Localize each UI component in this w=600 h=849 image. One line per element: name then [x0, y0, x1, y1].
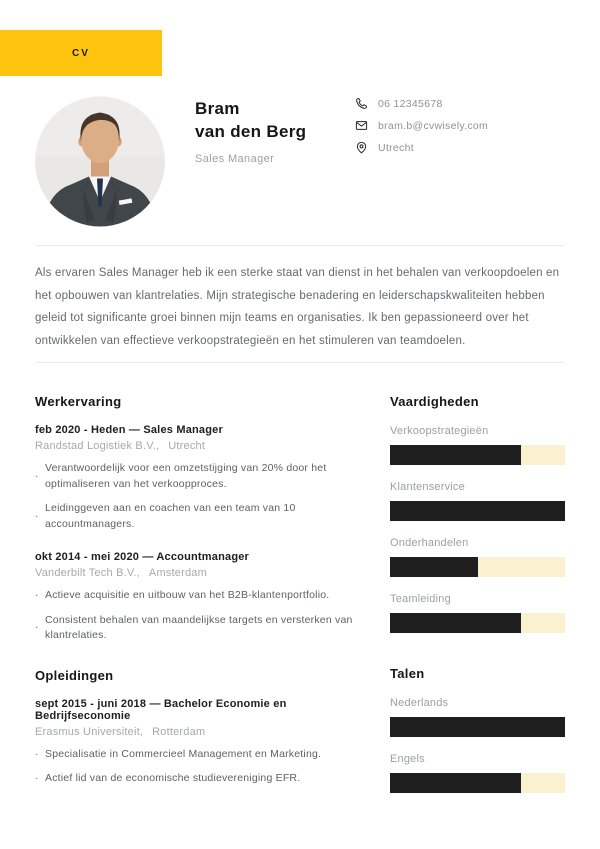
experience-entry	[35, 551, 362, 644]
language-meter	[390, 753, 565, 793]
cv-ribbon-badge	[0, 30, 162, 76]
first-name: Bram	[195, 99, 240, 118]
language-meter	[390, 697, 565, 737]
divider-bottom	[35, 362, 565, 363]
profile-photo-illustration	[35, 95, 165, 228]
location-value: Utrecht	[378, 141, 414, 154]
bullet-text: Leidinggeven aan en coachen van een team van 10 accountmanagers.	[45, 502, 296, 530]
main-content	[0, 245, 600, 793]
experience-location: Utrecht	[168, 440, 206, 452]
education-subtitle	[35, 726, 362, 738]
skill-bar-fill	[390, 613, 521, 633]
experience-heading: Werkervaring	[35, 394, 122, 409]
header	[35, 95, 565, 230]
two-column-layout	[35, 394, 565, 793]
experience-subtitle	[35, 440, 362, 452]
bullet-text: Actieve acquisitie en uitbouw van het B2B-klantenportfolio.	[45, 589, 330, 601]
profile-photo	[35, 95, 165, 228]
skill-label: Verkoopstrategieën	[390, 425, 489, 437]
location-pin-icon	[355, 141, 368, 154]
language-label: Nederlands	[390, 697, 449, 709]
skill-bar-track	[390, 613, 565, 633]
bullet-dot: ·	[35, 589, 39, 601]
contact-phone	[355, 97, 488, 110]
language-bar-fill	[390, 773, 521, 793]
bullet-text: Actief lid van de economische studievereniging EFR.	[45, 772, 301, 784]
contact-list	[355, 97, 488, 163]
education-organization: Erasmus Universiteit,	[35, 725, 144, 738]
skill-bar-fill	[390, 501, 565, 521]
last-name: van den Berg	[195, 122, 307, 141]
skill-meter	[390, 593, 565, 633]
skill-bar-track	[390, 445, 565, 465]
phone-value: 06 12345678	[378, 97, 443, 110]
education-title: sept 2015 - juni 2018 — Bachelor Economie en Bedrijfseconomie	[35, 697, 287, 722]
languages-heading: Talen	[390, 666, 425, 681]
bullet-item	[35, 461, 362, 492]
bullet-dot: ·	[35, 509, 39, 522]
skill-label: Onderhandelen	[390, 537, 469, 549]
bullet-item	[35, 747, 362, 763]
experience-organization: Vanderbilt Tech B.V.,	[35, 567, 140, 579]
bullet-dot: ·	[35, 747, 39, 760]
skill-meter	[390, 481, 565, 521]
contact-location	[355, 141, 488, 154]
divider-top	[35, 245, 565, 246]
bullet-dot: ·	[35, 621, 39, 634]
experience-subtitle	[35, 567, 362, 579]
skill-bar-track	[390, 501, 565, 521]
left-column	[35, 394, 390, 793]
education-entry	[35, 698, 362, 787]
education-heading: Opleidingen	[35, 667, 114, 683]
bullet-text: Verantwoordelijk voor een omzetstijging van 20% door het optimaliseren van het verkoopproces.	[45, 462, 327, 490]
bullet-dot: ·	[35, 772, 39, 784]
email-value: bram.b@cvwisely.com	[378, 119, 489, 132]
bullet-text: Consistent behalen van maandelijkse targets en versterken van klantrelaties.	[45, 613, 353, 641]
contact-email	[355, 119, 488, 132]
education-bullets	[35, 747, 362, 787]
experience-title: okt 2014 - mei 2020 — Accountmanager	[35, 551, 250, 563]
bullet-dot: ·	[35, 469, 39, 482]
email-icon	[355, 119, 368, 132]
language-bar-track	[390, 773, 565, 793]
education-location: Rotterdam	[152, 725, 206, 738]
bullet-item	[35, 588, 362, 604]
identity-block	[195, 97, 350, 165]
experience-entry	[35, 424, 362, 532]
language-bar-track	[390, 717, 565, 737]
experience-title: feb 2020 - Heden — Sales Manager	[35, 424, 223, 436]
skill-meter	[390, 537, 565, 577]
job-title: Sales Manager	[195, 153, 275, 165]
bullet-text: Specialisatie in Commercieel Management en Marketing.	[45, 747, 322, 760]
skill-bar-track	[390, 557, 565, 577]
profile-summary: Als ervaren Sales Manager heb ik een sterke staat van dienst in het behalen van verkoopdoelen en het opbouwen van klantrelaties. Mijn strategische benadering en leiderschapskwaliteiten hebben geleid tot significante groei binnen mijn teams en organisaties. Ik ben gepassioneerd over het ontwikkelen van effectieve verkoopstrategieën en het stimuleren van teamdoelen.	[35, 267, 560, 347]
skill-bar-fill	[390, 557, 478, 577]
skill-label: Klantenservice	[390, 481, 465, 493]
skill-bar-fill	[390, 445, 521, 465]
right-column	[390, 394, 565, 793]
language-bar-fill	[390, 717, 565, 737]
cv-badge-label: CV	[72, 47, 90, 59]
skills-heading: Vaardigheden	[390, 394, 479, 409]
experience-organization: Randstad Logistiek B.V.,	[35, 440, 160, 452]
experience-bullets	[35, 461, 362, 532]
bullet-item	[35, 501, 362, 532]
language-label: Engels	[390, 753, 425, 765]
skill-meter	[390, 425, 565, 465]
bullet-item	[35, 613, 362, 644]
experience-bullets	[35, 588, 362, 644]
bullet-item	[35, 771, 362, 787]
skill-label: Teamleiding	[390, 593, 451, 605]
experience-location: Amsterdam	[148, 567, 207, 579]
phone-icon	[355, 97, 368, 110]
